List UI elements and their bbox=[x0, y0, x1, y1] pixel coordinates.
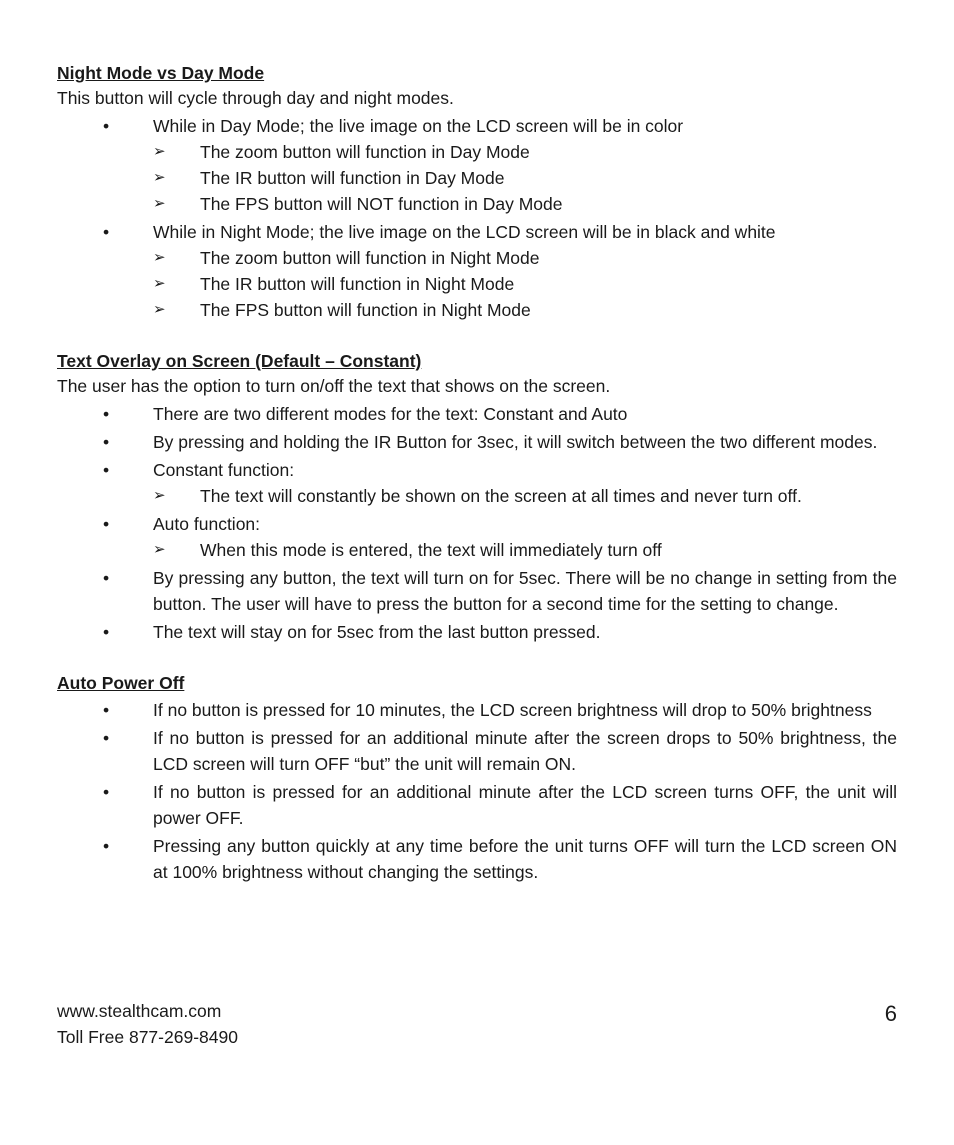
section-text-overlay bbox=[57, 349, 897, 645]
bullet-marker: • bbox=[103, 404, 110, 424]
bullet-text: Constant function: bbox=[153, 460, 295, 480]
bullet-text: Pressing any button quickly at any time before the unit turns OFF will turn the LCD screen ON at 100% brightness without changing the settings. bbox=[153, 836, 897, 882]
arrow-bullet-icon: ➢ bbox=[153, 249, 166, 266]
bullet-item bbox=[57, 399, 897, 427]
section-auto-power-off bbox=[57, 671, 897, 885]
section-heading: Auto Power Off bbox=[57, 673, 185, 693]
bullet-text: Auto function: bbox=[153, 514, 261, 534]
sub-item bbox=[57, 191, 897, 217]
sub-text: The FPS button will function in Night Mode bbox=[200, 300, 531, 320]
section-intro: The user has the option to turn on/off the text that shows on the screen. bbox=[57, 376, 611, 396]
arrow-bullet-icon: ➢ bbox=[153, 195, 166, 212]
bullet-item bbox=[57, 723, 897, 777]
footer-phone: Toll Free 877-269-8490 bbox=[57, 1027, 238, 1047]
sub-item bbox=[57, 165, 897, 191]
sub-list bbox=[153, 483, 897, 509]
footer bbox=[57, 998, 238, 1050]
bullet-marker: • bbox=[103, 432, 110, 452]
section-heading: Night Mode vs Day Mode bbox=[57, 63, 265, 83]
sub-item bbox=[57, 139, 897, 165]
bullet-item bbox=[57, 617, 897, 645]
bullet-marker: • bbox=[103, 622, 110, 642]
bullet-text: There are two different modes for the text: Constant and Auto bbox=[153, 404, 628, 424]
bullet-marker: • bbox=[103, 782, 110, 802]
bullet-item bbox=[57, 217, 897, 323]
arrow-bullet-icon: ➢ bbox=[153, 487, 166, 504]
sub-item bbox=[57, 537, 897, 563]
bullet-item bbox=[57, 455, 897, 509]
sub-text: The zoom button will function in Day Mode bbox=[200, 142, 530, 162]
sub-text: The text will constantly be shown on the screen at all times and never turn off. bbox=[200, 486, 802, 506]
arrow-bullet-icon: ➢ bbox=[153, 301, 166, 318]
bullet-list bbox=[57, 695, 897, 885]
bullet-marker: • bbox=[103, 514, 110, 534]
section-heading: Text Overlay on Screen (Default – Constant) bbox=[57, 351, 422, 371]
sub-text: The IR button will function in Night Mode bbox=[200, 274, 515, 294]
sub-text: When this mode is entered, the text will immediately turn off bbox=[200, 540, 662, 560]
sub-list bbox=[153, 245, 897, 323]
sub-item bbox=[57, 271, 897, 297]
footer-website: www.stealthcam.com bbox=[57, 1001, 222, 1021]
sub-text: The FPS button will NOT function in Day Mode bbox=[200, 194, 563, 214]
bullet-marker: • bbox=[103, 116, 110, 136]
bullet-text: By pressing and holding the IR Button for 3sec, it will switch between the two different modes. bbox=[153, 432, 878, 452]
arrow-bullet-icon: ➢ bbox=[153, 275, 166, 292]
bullet-text: If no button is pressed for an additional minute after the LCD screen turns OFF, the unit will power OFF. bbox=[153, 782, 897, 828]
page-number: 6 bbox=[884, 1001, 897, 1026]
bullet-marker: • bbox=[103, 700, 110, 720]
bullet-item bbox=[57, 111, 897, 217]
bullet-marker: • bbox=[103, 728, 110, 748]
section-night-day-mode bbox=[57, 61, 897, 323]
bullet-item bbox=[57, 695, 897, 723]
bullet-marker: • bbox=[103, 222, 110, 242]
sub-text: The zoom button will function in Night Mode bbox=[200, 248, 540, 268]
bullet-text: While in Night Mode; the live image on the LCD screen will be in black and white bbox=[153, 222, 776, 242]
bullet-marker: • bbox=[103, 568, 110, 588]
sub-item bbox=[57, 483, 897, 509]
bullet-text: If no button is pressed for an additional minute after the screen drops to 50% brightness, the LCD screen will turn OFF “but” the unit will remain ON. bbox=[153, 728, 897, 774]
sub-text: The IR button will function in Day Mode bbox=[200, 168, 505, 188]
sub-item bbox=[57, 245, 897, 271]
arrow-bullet-icon: ➢ bbox=[153, 169, 166, 186]
page-content bbox=[57, 61, 897, 911]
section-intro: This button will cycle through day and night modes. bbox=[57, 88, 454, 108]
bullet-text: While in Day Mode; the live image on the LCD screen will be in color bbox=[153, 116, 684, 136]
bullet-marker: • bbox=[103, 836, 110, 856]
sub-list bbox=[153, 537, 897, 563]
bullet-item bbox=[57, 427, 897, 455]
arrow-bullet-icon: ➢ bbox=[153, 143, 166, 160]
bullet-item bbox=[57, 563, 897, 617]
bullet-item bbox=[57, 777, 897, 831]
bullet-marker: • bbox=[103, 460, 110, 480]
bullet-item bbox=[57, 509, 897, 563]
sub-item bbox=[57, 297, 897, 323]
arrow-bullet-icon: ➢ bbox=[153, 541, 166, 558]
sub-list bbox=[153, 139, 897, 217]
bullet-list bbox=[57, 399, 897, 645]
bullet-list bbox=[57, 111, 897, 323]
bullet-text: The text will stay on for 5sec from the last button pressed. bbox=[153, 622, 601, 642]
bullet-text: If no button is pressed for 10 minutes, the LCD screen brightness will drop to 50% brightness bbox=[153, 700, 872, 720]
bullet-item bbox=[57, 831, 897, 885]
bullet-text: By pressing any button, the text will turn on for 5sec. There will be no change in setting from the button. The user will have to press the button for a second time for the setting to change. bbox=[153, 568, 897, 614]
